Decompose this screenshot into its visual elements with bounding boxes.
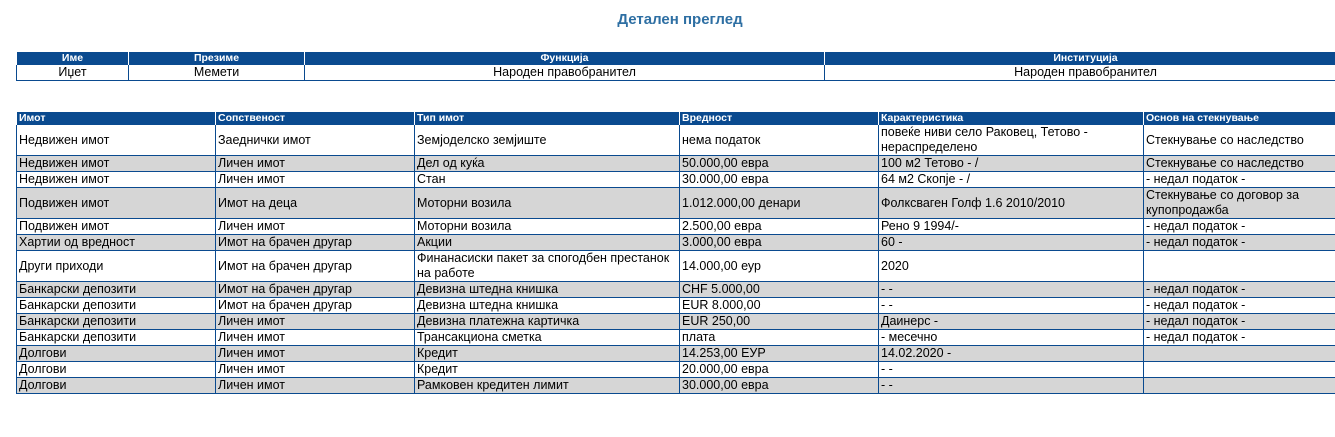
asset-category: Подвижен имот: [17, 219, 216, 235]
asset-ownership: Личен имот: [216, 330, 415, 346]
asset-category: Банкарски депозити: [17, 314, 216, 330]
asset-category: Недвижен имот: [17, 156, 216, 172]
asset-value: 14.253,00 ЕУР: [680, 346, 879, 362]
asset-characteristic: Рено 9 1994/-: [879, 219, 1144, 235]
asset-ownership: Имот на брачен другар: [216, 251, 415, 282]
asset-ownership: Личен имот: [216, 314, 415, 330]
asset-type: Стан: [415, 172, 680, 188]
asset-value: EUR 8.000,00: [680, 298, 879, 314]
asset-value: 50.000,00 евра: [680, 156, 879, 172]
asset-acquisition-basis: - недал податок -: [1144, 235, 1335, 251]
page-title: Детален преглед: [617, 11, 743, 28]
asset-type: Земјоделско земјиште: [415, 125, 680, 156]
asset-value: 30.000,00 евра: [680, 172, 879, 188]
official-function: Народен правобранител: [305, 65, 825, 81]
table-row: [17, 188, 1335, 219]
asset-characteristic: - -: [879, 378, 1144, 394]
header-first-name: Име: [17, 52, 129, 65]
asset-ownership: Имот на брачен другар: [216, 282, 415, 298]
asset-value: 20.000,00 евра: [680, 362, 879, 378]
asset-value: 14.000,00 еур: [680, 251, 879, 282]
asset-characteristic: Фолксваген Голф 1.6 2010/2010: [879, 188, 1144, 219]
asset-type: Дел од куќа: [415, 156, 680, 172]
asset-value: EUR 250,00: [680, 314, 879, 330]
official-institution: Народен правобранител: [825, 65, 1335, 81]
table-row: [17, 298, 1335, 314]
asset-acquisition-basis: - недал податок -: [1144, 314, 1335, 330]
asset-category: Недвижен имот: [17, 125, 216, 156]
asset-ownership: Личен имот: [216, 172, 415, 188]
table-row: [17, 330, 1335, 346]
header-function: Функција: [305, 52, 825, 65]
asset-category: Подвижен имот: [17, 188, 216, 219]
asset-ownership: Личен имот: [216, 219, 415, 235]
asset-acquisition-basis: Стекнување со наследство: [1144, 125, 1335, 156]
asset-category: Банкарски депозити: [17, 298, 216, 314]
table-row: [17, 314, 1335, 330]
table-row: [17, 219, 1335, 235]
asset-table-header: [17, 112, 1335, 125]
asset-ownership: Имот на брачен другар: [216, 298, 415, 314]
asset-acquisition-basis: - недал податок -: [1144, 282, 1335, 298]
asset-category: Долгови: [17, 346, 216, 362]
asset-acquisition-basis: [1144, 346, 1335, 362]
asset-characteristic: - -: [879, 282, 1144, 298]
asset-ownership: Личен имот: [216, 362, 415, 378]
table-row: [17, 125, 1335, 156]
asset-acquisition-basis: - недал податок -: [1144, 298, 1335, 314]
asset-acquisition-basis: [1144, 251, 1335, 282]
asset-type: Трансакциона сметка: [415, 330, 680, 346]
asset-acquisition-basis: - недал податок -: [1144, 219, 1335, 235]
table-row: [17, 251, 1335, 282]
asset-characteristic: 64 м2 Скопје - /: [879, 172, 1144, 188]
asset-ownership: Личен имот: [216, 156, 415, 172]
asset-type: Девизна платежна картичка: [415, 314, 680, 330]
asset-value: 3.000,00 евра: [680, 235, 879, 251]
official-first-name: Иџет: [17, 65, 129, 81]
official-table: [16, 51, 1335, 81]
asset-characteristic: 2020: [879, 251, 1144, 282]
asset-type: Акции: [415, 235, 680, 251]
asset-type: Кредит: [415, 362, 680, 378]
asset-ownership: Заеднички имот: [216, 125, 415, 156]
asset-ownership: Личен имот: [216, 346, 415, 362]
asset-characteristic: - -: [879, 298, 1144, 314]
asset-acquisition-basis: Стекнување со договор за купопродажба: [1144, 188, 1335, 219]
header-asset: Имот: [17, 112, 216, 125]
asset-table-body: [17, 125, 1335, 394]
asset-acquisition-basis: [1144, 378, 1335, 394]
table-row: [17, 362, 1335, 378]
asset-characteristic: - месечно: [879, 330, 1144, 346]
asset-characteristic: 60 -: [879, 235, 1144, 251]
official-table-header: [17, 52, 1335, 65]
asset-type: Рамковен кредитен лимит: [415, 378, 680, 394]
header-asset-type: Тип имот: [415, 112, 680, 125]
official-row: [17, 65, 1335, 81]
asset-acquisition-basis: - недал податок -: [1144, 330, 1335, 346]
asset-value: 30.000,00 евра: [680, 378, 879, 394]
asset-category: Банкарски депозити: [17, 282, 216, 298]
asset-ownership: Имот на брачен другар: [216, 235, 415, 251]
asset-value: CHF 5.000,00: [680, 282, 879, 298]
asset-type: Финанасиски пакет за спогодбен престанок на работе: [415, 251, 680, 282]
asset-type: Кредит: [415, 346, 680, 362]
asset-acquisition-basis: Стекнување со наследство: [1144, 156, 1335, 172]
header-acquisition-basis: Основ на стекнување: [1144, 112, 1335, 125]
asset-category: Долгови: [17, 362, 216, 378]
asset-characteristic: 100 м2 Тетово - /: [879, 156, 1144, 172]
asset-type: Моторни возила: [415, 219, 680, 235]
table-row: [17, 282, 1335, 298]
asset-type: Моторни возила: [415, 188, 680, 219]
header-characteristic: Карактеристика: [879, 112, 1144, 125]
asset-table: [16, 111, 1335, 394]
table-row: [17, 346, 1335, 362]
asset-value: 2.500,00 евра: [680, 219, 879, 235]
table-row: [17, 378, 1335, 394]
header-institution: Институција: [825, 52, 1335, 65]
header-last-name: Презиме: [129, 52, 305, 65]
asset-value: плата: [680, 330, 879, 346]
asset-type: Девизна штедна книшка: [415, 298, 680, 314]
asset-characteristic: повеќе ниви село Раковец, Тетово - нераспределено: [879, 125, 1144, 156]
asset-value: нема податок: [680, 125, 879, 156]
table-row: [17, 172, 1335, 188]
asset-category: Други приходи: [17, 251, 216, 282]
asset-characteristic: - -: [879, 362, 1144, 378]
header-ownership: Сопственост: [216, 112, 415, 125]
asset-category: Недвижен имот: [17, 172, 216, 188]
header-value: Вредност: [680, 112, 879, 125]
table-row: [17, 156, 1335, 172]
asset-category: Банкарски депозити: [17, 330, 216, 346]
asset-value: 1.012.000,00 денари: [680, 188, 879, 219]
asset-type: Девизна штедна книшка: [415, 282, 680, 298]
official-last-name: Мемети: [129, 65, 305, 81]
table-row: [17, 235, 1335, 251]
asset-acquisition-basis: - недал податок -: [1144, 172, 1335, 188]
asset-acquisition-basis: [1144, 362, 1335, 378]
asset-characteristic: 14.02.2020 -: [879, 346, 1144, 362]
asset-characteristic: Даинерс -: [879, 314, 1144, 330]
asset-ownership: Личен имот: [216, 378, 415, 394]
asset-ownership: Имот на деца: [216, 188, 415, 219]
asset-category: Долгови: [17, 378, 216, 394]
asset-category: Хартии од вредност: [17, 235, 216, 251]
